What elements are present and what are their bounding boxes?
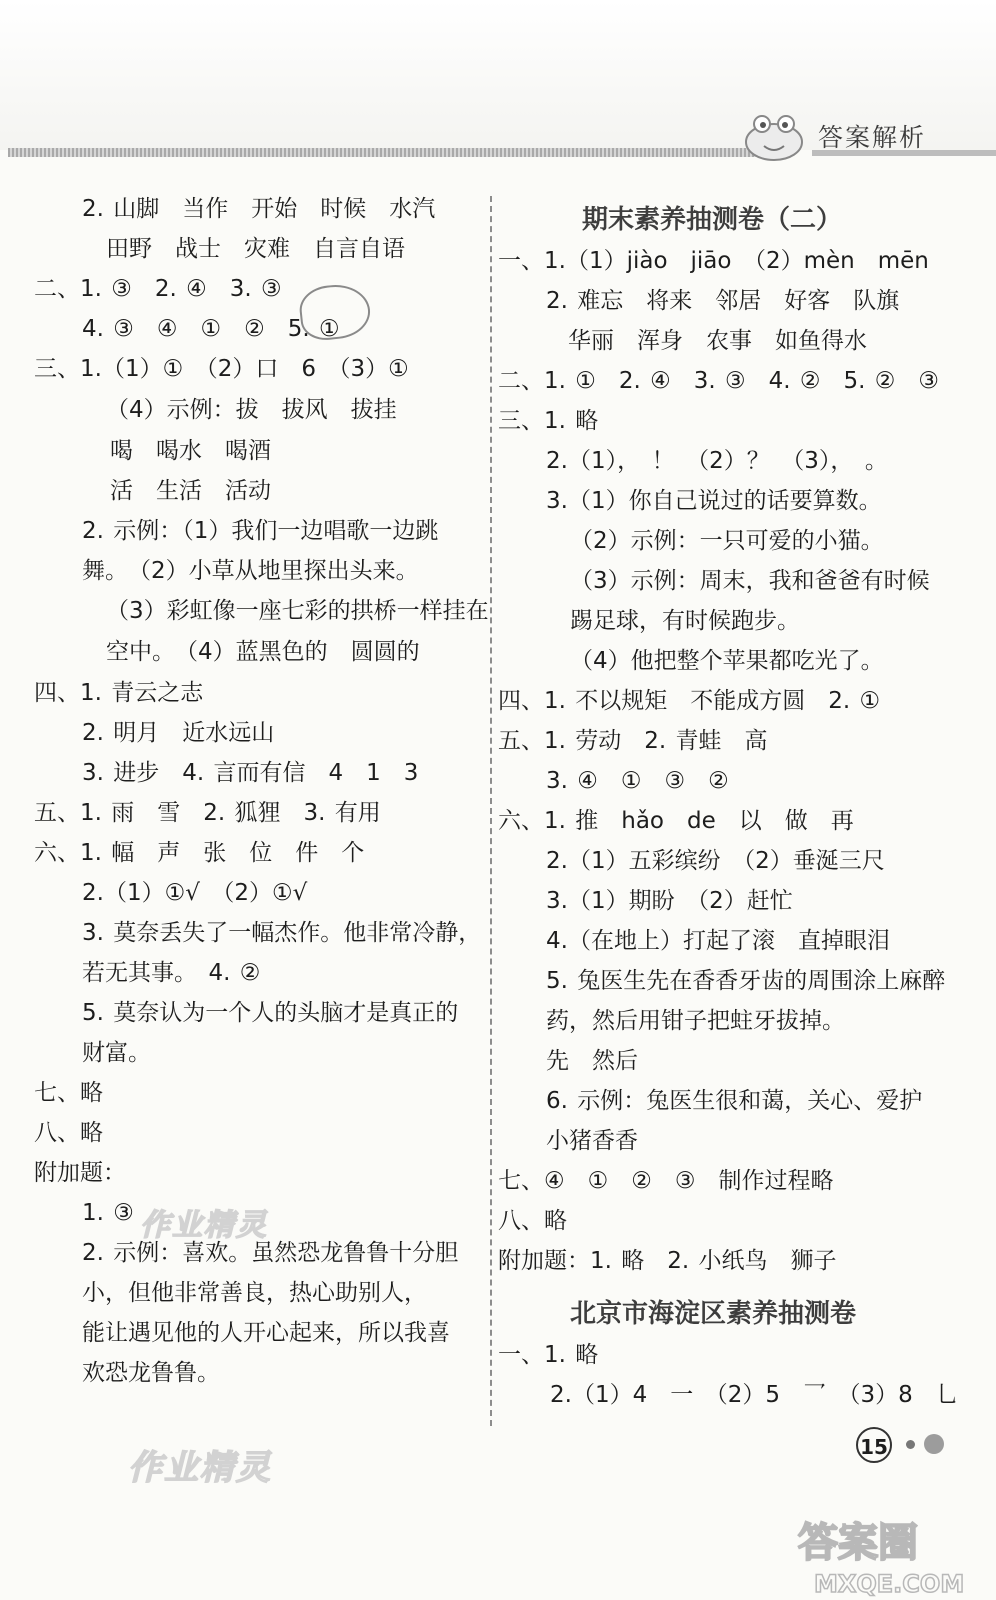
answer-line: 能让遇见他的人开心起来，所以我喜	[82, 1320, 450, 1346]
watermark: 作业精灵	[128, 1448, 272, 1488]
answer-line: （3）示例：周末，我和爸爸有时候	[570, 568, 930, 594]
answer-line: （2）示例：一只可爱的小猫。	[570, 528, 884, 554]
answer-line: 欢恐龙鲁鲁。	[82, 1360, 220, 1386]
answer-line: 华丽 浑身 农事 如鱼得水	[568, 328, 867, 354]
answer-line: 2. 山脚 当作 开始 时候 水汽	[82, 196, 436, 222]
answer-line: 八、略	[498, 1208, 567, 1234]
answer-line: 2.（1）4 一 （2）5 乛 （3）8 乚	[550, 1382, 959, 1408]
answer-line: 六、1. 推 hǎo de 以 做 再	[498, 808, 854, 834]
answer-line: 二、1. ③ 2. ④ 3. ③	[34, 276, 282, 302]
answer-line: 3. 进步 4. 言而有信 4 1 3	[82, 760, 419, 786]
header-rule	[8, 148, 778, 157]
answer-line: 二、1. ① 2. ④ 3. ③ 4. ② 5. ② ③	[498, 368, 939, 394]
answer-line: 七、④ ① ② ③ 制作过程略	[498, 1168, 834, 1194]
answer-line: 2. 示例：（1）我们一边唱歌一边跳	[82, 518, 439, 544]
answer-line: （4）他把整个苹果都吃光了。	[570, 648, 884, 674]
answer-line: 2. 难忘 将来 邻居 好客 队旗	[546, 288, 900, 314]
answer-line: 四、1. 不以规矩 不能成方圆 2. ①	[498, 688, 881, 714]
answer-line: 三、1.（1）① （2）口 6 （3）①	[34, 356, 409, 382]
answer-line: 空中。 （4）蓝黑色的 圆圆的	[106, 639, 420, 665]
answer-line: 附加题：1. 略 2. 小纸鸟 狮子	[498, 1248, 837, 1274]
answer-line: 3. 莫奈丢失了一幅杰作。他非常冷静，	[82, 920, 482, 946]
answer-line: 小猪香香	[546, 1128, 638, 1154]
answer-line: 2. 明月 近水远山	[82, 720, 275, 746]
decorative-dot	[924, 1434, 944, 1454]
answer-line: 先 然后	[546, 1048, 638, 1074]
decorative-dot	[906, 1440, 915, 1449]
answer-line: 五、1. 劳动 2. 青蛙 高	[498, 728, 768, 754]
answer-line: 七、略	[34, 1080, 103, 1106]
answer-line: 若无其事。 4. ②	[82, 960, 261, 986]
answer-line: 附加题：	[34, 1160, 126, 1186]
answer-line: 1. ③	[82, 1200, 134, 1226]
answer-line: 5. 兔医生先在香香牙齿的周围涂上麻醉	[546, 968, 946, 994]
answer-line: 药，然后用钳子把蛀牙拔掉。	[546, 1008, 845, 1034]
answer-line: 小，但他非常善良，热心助别人，	[82, 1280, 427, 1306]
answer-line: （4）示例：拔 拔风 拔挂	[106, 397, 397, 423]
answer-line: 田野 战士 灾难 自言自语	[106, 236, 405, 262]
header-title: 答案解析	[818, 123, 927, 152]
logo-text: 答案圈	[798, 1520, 918, 1566]
answer-line: 4.（在地上）打起了滚 直掉眼泪	[546, 928, 890, 954]
section-title: 北京市海淀区素养抽测卷	[570, 1299, 857, 1329]
mascot-icon	[742, 112, 806, 162]
answer-line: 四、1. 青云之志	[34, 680, 204, 706]
answer-line: 财富。	[82, 1040, 151, 1066]
answer-line: 五、1. 雨 雪 2. 狐狸 3. 有用	[34, 800, 381, 826]
answer-line: 六、1. 幅 声 张 位 件 个	[34, 840, 365, 866]
answer-line: 2.（1）， ！ （2）？ （3）， 。	[546, 448, 888, 474]
logo-text: MXQE.COM	[814, 1570, 965, 1598]
answer-line: 活 生活 活动	[110, 478, 271, 504]
answer-line: 舞。 （2）小草从地里探出头来。	[82, 558, 419, 584]
answer-line: 一、1. 略	[498, 1342, 599, 1368]
column-divider	[490, 196, 492, 1426]
answer-line: 3.（1）你自己说过的话要算数。	[546, 488, 882, 514]
section-title: 期末素养抽测卷（二）	[582, 205, 843, 235]
answer-line: 2. 示例：喜欢。虽然恐龙鲁鲁十分胆	[82, 1240, 459, 1266]
answer-line: （3）彩虹像一座七彩的拱桥一样挂在	[106, 598, 489, 624]
answer-line: 喝 喝水 喝酒	[110, 438, 271, 464]
page-number: 15	[856, 1427, 892, 1463]
answer-line: 4. ③ ④ ① ② 5. ①	[82, 316, 340, 342]
answer-line: 一、1.（1）jiào jiāo （2）mèn mēn	[498, 248, 929, 274]
answer-line: 三、1. 略	[498, 408, 599, 434]
answer-line: 5. 莫奈认为一个人的头脑才是真正的	[82, 1000, 459, 1026]
answer-line: 2.（1）①√ （2）①√	[82, 880, 308, 906]
watermark: 作业精灵	[140, 1208, 268, 1243]
answer-line: 八、略	[34, 1120, 103, 1146]
answer-line: 6. 示例：兔医生很和蔼，关心、爱护	[546, 1088, 923, 1114]
answer-line: 3. ④ ① ③ ②	[546, 768, 729, 794]
answer-line: 踢足球，有时候跑步。	[570, 608, 800, 634]
answer-line: 2.（1）五彩缤纷 （2）垂涎三尺	[546, 848, 885, 874]
answer-line: 3.（1）期盼 （2）赶忙	[546, 888, 793, 914]
site-logo	[788, 1508, 996, 1600]
